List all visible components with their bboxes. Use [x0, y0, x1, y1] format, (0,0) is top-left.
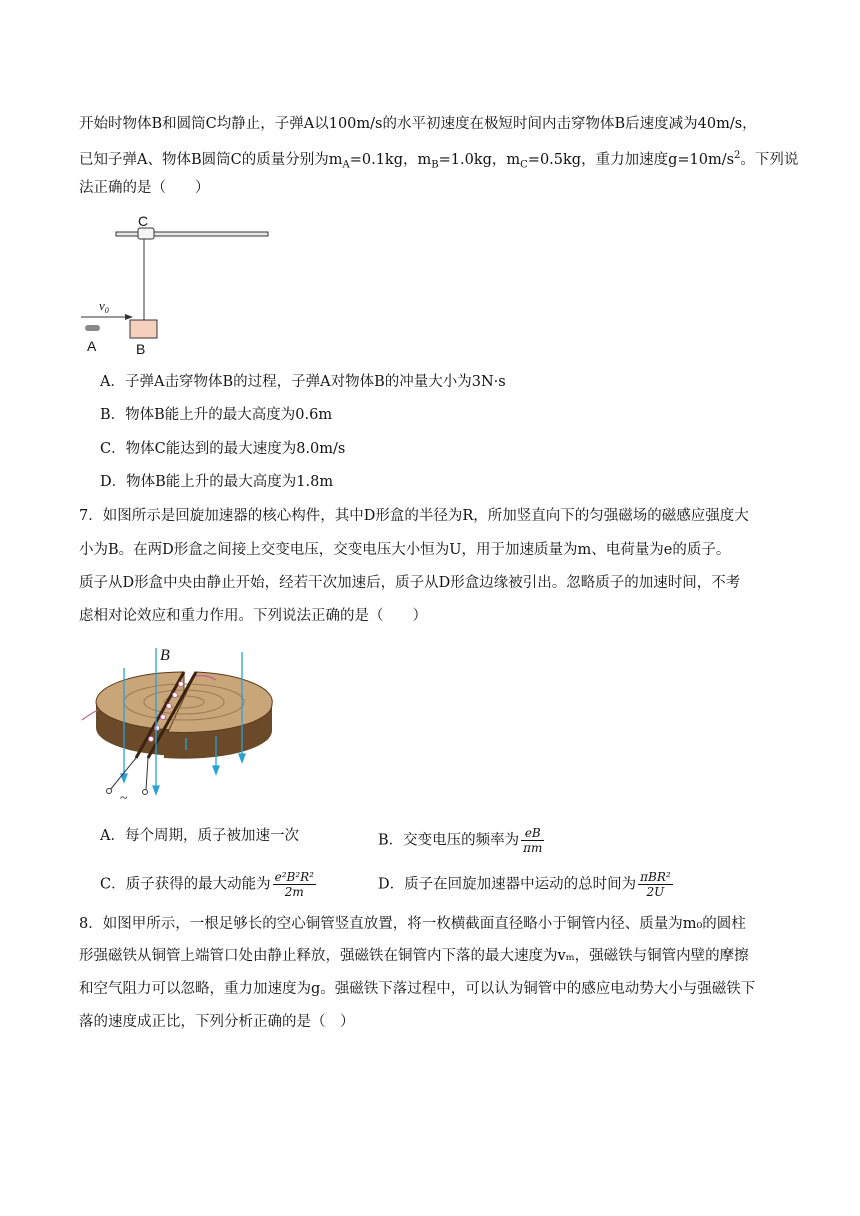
q6-option-a[interactable]: A．子弹A击穿物体B的过程，子弹A对物体B的冲量大小为3N·s — [100, 374, 506, 390]
q6-option-b[interactable]: B．物体B能上升的最大高度为0.6m — [100, 407, 333, 423]
q7-option-b-fraction: $\frac{eB}{\pi m}$ — [523, 826, 543, 855]
q7-option-a[interactable]: A．每个周期，质子被加速一次 — [100, 828, 299, 844]
q8-text-line-4: 落的速度成正比，下列分析正确的是（ ） — [79, 1014, 355, 1030]
label-b: B — [136, 341, 146, 357]
q6-option-c[interactable]: C．物体C能达到的最大速度为8.0m/s — [100, 441, 346, 457]
q6-figure — [75, 208, 285, 363]
q6-option-d[interactable]: D．物体B能上升的最大高度为1.8m — [100, 474, 334, 490]
q7-option-d[interactable]: D．质子在回旋加速器中运动的总时间为 $\frac{\text{πBR²}}{2U}$ — [378, 870, 671, 899]
q8-text-line-1: 8．如图甲所示，一根足够长的空心铜管竖直放置，将一枚横截面直径略小于铜管内径、质量为m₀的圆柱 — [79, 916, 746, 932]
label-ac-source: ~ — [120, 791, 128, 805]
q8-text-line-3: 和空气阻力可以忽略，重力加速度为g。强磁铁下落过程中，可以认为铜管中的感应电动势大小与强磁铁下 — [79, 981, 756, 997]
label-v0: $v_0$ — [99, 298, 109, 315]
q7-cyclotron-figure — [76, 640, 286, 805]
q8-text-line-2: 形强磁铁从铜管上端管口处由静止释放，强磁铁在铜管内下落的最大速度为vₘ，强磁铁与铜管内壁的摩擦 — [79, 948, 749, 964]
q7-option-b[interactable]: B．交变电压的频率为 $\frac{eB}{\pi m}$ — [378, 826, 543, 855]
q7-text-line-1: 7．如图所示是回旋加速器的核心构件，其中D形盒的半径为R，所加竖直向下的匀强磁场的磁感应强度大 — [79, 508, 749, 524]
label-magnetic-field: B — [160, 647, 170, 664]
label-a: A — [87, 338, 97, 354]
q7-text-line-2: 小为B。在两D形盒之间接上交变电压，交变电压大小恒为U，用于加速质量为m、电荷量为e的质子。 — [79, 542, 731, 558]
q7-text-line-3: 质子从D形盒中央由静止开始，经若干次加速后，质子从D形盒边缘被引出。忽略质子的加速时间，不考 — [79, 575, 741, 591]
q7-option-d-fraction: $\frac{\text{πBR²}}{2U}$ — [640, 870, 671, 899]
q7-option-c-fraction: $\frac{\text{e²B²R²}}{2m}$ — [274, 870, 314, 899]
q6-text-line-1: 开始时物体B和圆筒C均静止，子弹A以100m/s的水平初速度在极短时间内击穿物体B后速度减为40m/s， — [79, 116, 757, 132]
q6-text-line-2: 已知子弹A、物体B圆筒C的质量分别为$m_A=0.1kg$，$m_B=1.0kg$，$m_C=0.5kg$，重力加速度$g=10m/s^2$。下列说 — [79, 150, 799, 171]
q7-text-line-4: 虑相对论效应和重力作用。下列说法正确的是（ ） — [79, 608, 427, 624]
q6-text-line-3: 法正确的是（ ） — [79, 180, 210, 196]
label-c: C — [138, 213, 149, 229]
q7-option-c[interactable]: C．质子获得的最大动能为 $\frac{\text{e²B²R²}}{2m}$ — [100, 870, 314, 899]
